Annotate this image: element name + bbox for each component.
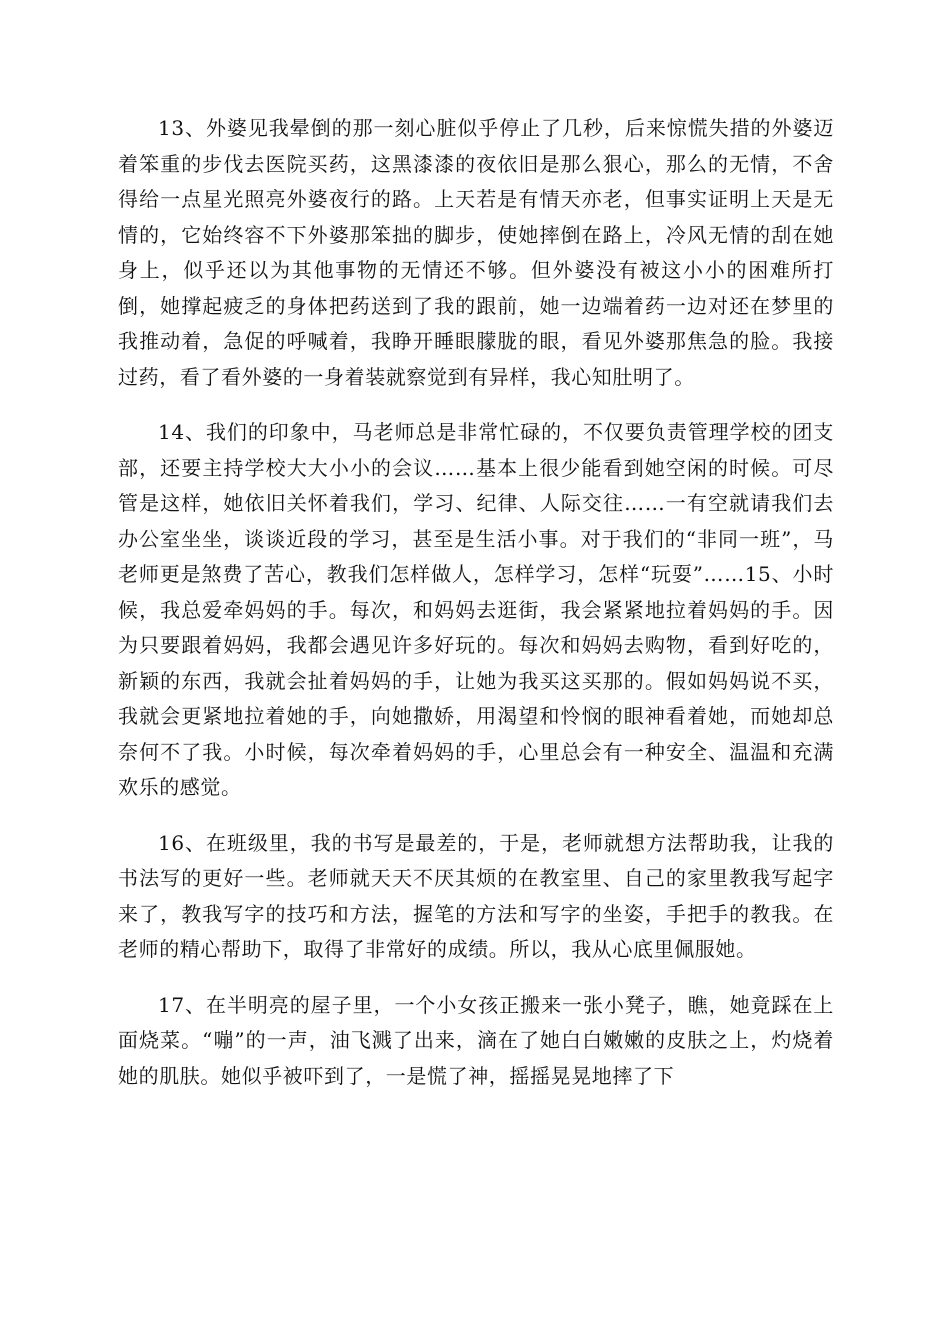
paragraph-17: 17、在半明亮的屋子里，一个小女孩正搬来一张小凳子，瞧，她竟踩在上面烧菜。“嘣”的一声，油飞溅了出来，滴在了她白白嫩嫩的皮肤之上，灼烧着她的肌肤。她似乎被吓到了，一是慌了神，摇摇晃晃地摔了下 <box>118 992 834 1088</box>
paragraph-16: 16、在班级里，我的书写是最差的，于是，老师就想方法帮助我，让我的书法写的更好一些。老师就天天不厌其烦的在教室里、自己的家里教我写起字来了，教我写字的技巧和方法，握笔的方法和写字的坐姿，手把手的教我。在老师的精心帮助下，取得了非常好的成绩。所以，我从心底里佩服她。 <box>118 830 834 961</box>
paragraph-13: 13、外婆见我晕倒的那一刻心脏似乎停止了几秒，后来惊慌失措的外婆迈着笨重的步伐去医院买药，这黑漆漆的夜依旧是那么狠心，那么的无情，不舍得给一点星光照亮外婆夜行的路。上天若是有情天亦老，但事实证明上天是无情的，它始终容不下外婆那笨拙的脚步，使她摔倒在路上，冷风无情的刮在她身上，似乎还以为其他事物的无情还不够。但外婆没有被这小小的困难所打倒，她撑起疲乏的身体把药送到了我的跟前，她一边端着药一边对还在梦里的我推动着，急促的呼喊着，我睁开睡眼朦胧的眼，看见外婆那焦急的脸。我接过药，看了看外婆的一身着装就察觉到有异样，我心知肚明了。 <box>118 116 834 389</box>
paragraph-14: 14、我们的印象中，马老师总是非常忙碌的，不仅要负责管理学校的团支部，还要主持学校大大小小的会议……基本上很少能看到她空闲的时候。可尽管是这样，她依旧关怀着我们，学习、纪律、人际交往……一有空就请我们去办公室坐坐，谈谈近段的学习，甚至是生活小事。对于我们的“非同一班”，马老师更是煞费了苦心，教我们怎样做人，怎样学习，怎样“玩耍”……15、小时候，我总爱牵妈妈的手。每次，和妈妈去逛街，我会紧紧地拉着妈妈的手。因为只要跟着妈妈，我都会遇见许多好玩的。每次和妈妈去购物，看到好吃的，新颖的东西，我就会扯着妈妈的手，让她为我买这买那的。假如妈妈说不买，我就会更紧地拉着她的手，向她撒娇，用渴望和怜悯的眼神看着她，而她却总奈何不了我。小时候，每次牵着妈妈的手，心里总会有一种安全、温温和充满欢乐的感觉。 <box>118 420 834 799</box>
document-page <box>118 111 834 1114</box>
